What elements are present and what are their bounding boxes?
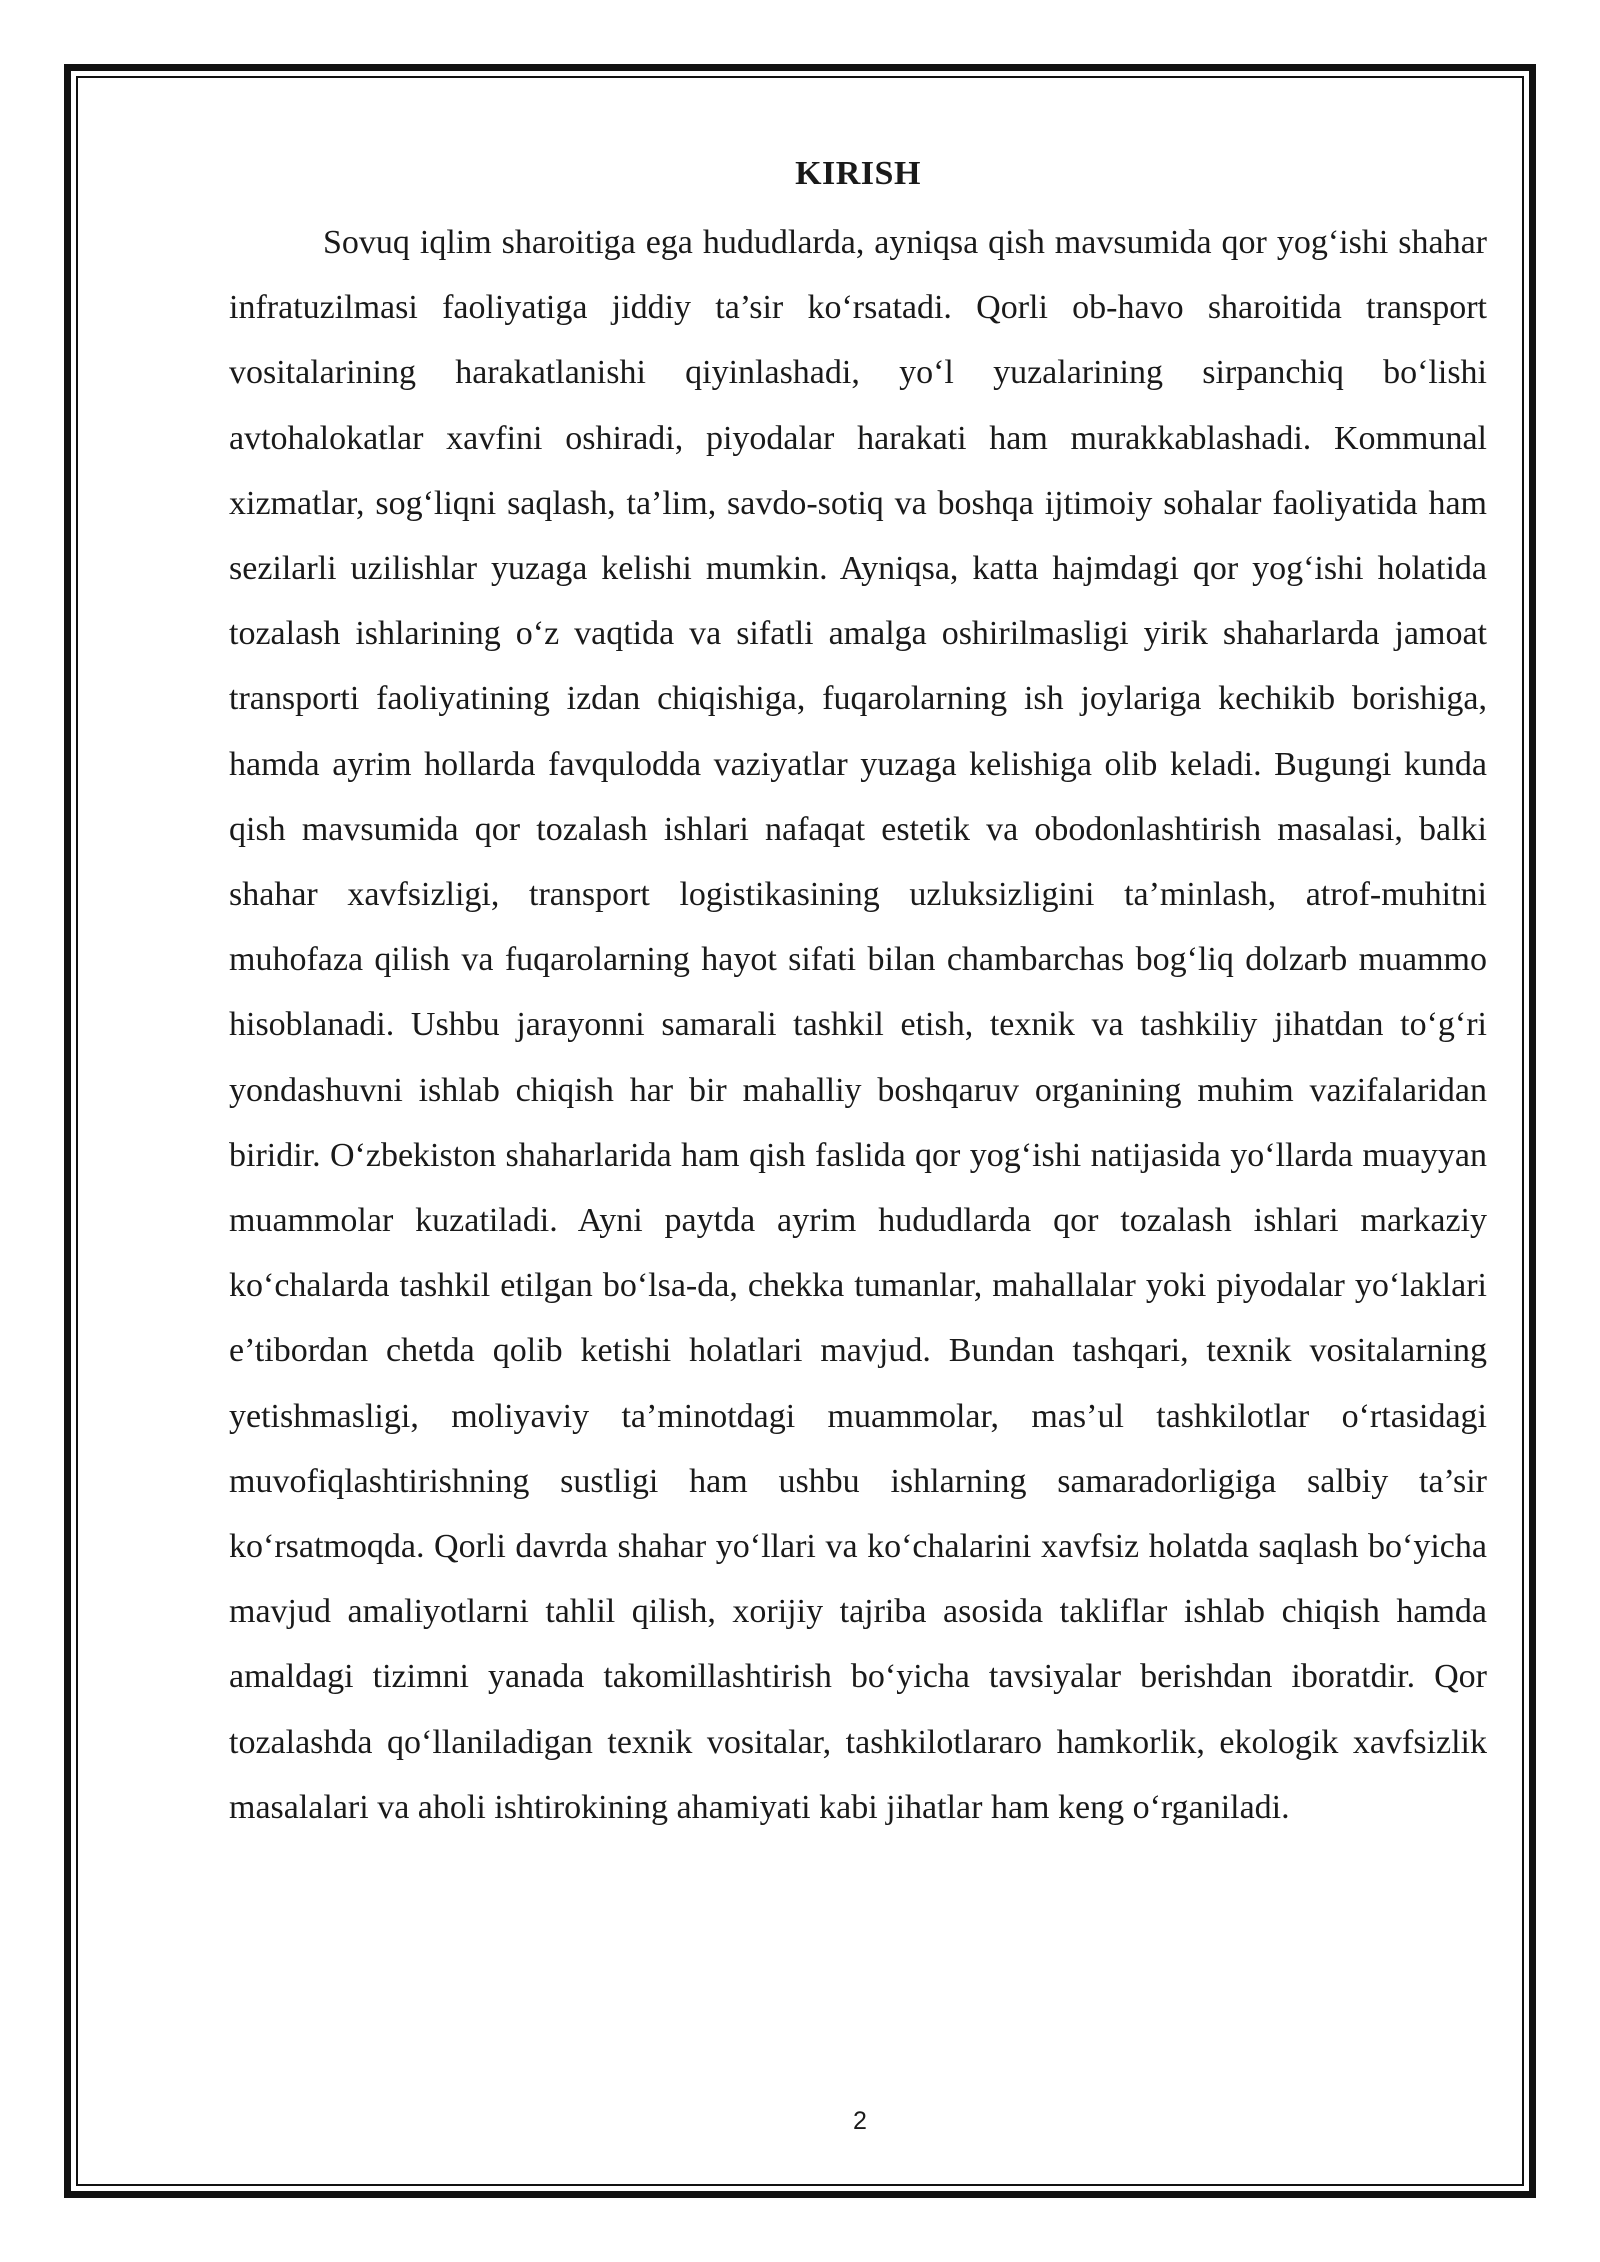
page-content: [229, 152, 1487, 1840]
page-number: 2: [853, 2107, 867, 2135]
section-heading: KIRISH: [795, 155, 921, 192]
intro-paragraph: Sovuq iqlim sharoitiga ega hududlarda, ayniqsa qish mavsumida qor yog‘ishi shahar infratuzilmasi faoliyatiga jiddiy ta’sir ko‘rsatadi. Qorli ob-havo sharoitida transport vositalarining harakatlanishi qiyinlashadi, yo‘l yuzalarining sirpanchiq bo‘lishi avtohalokatlar xavfini oshiradi, piyodalar harakati ham murakkablashadi. Kommunal xizmatlar, sog‘liqni saqlash, ta’lim, savdo-sotiq va boshqa ijtimoiy sohalar faoliyatida ham sezilarli uzilishlar yuzaga kelishi mumkin. Ayniqsa, katta hajmdagi qor yog‘ishi holatida tozalash ishlarining o‘z vaqtida va sifatli amalga oshirilmasligi yirik shaharlarda jamoat transporti faoliyatining izdan chiqishiga, fuqarolarning ish joylariga kechikib borishiga, hamda ayrim hollarda favqulodda vaziyatlar yuzaga kelishiga olib keladi. Bugungi kunda qish mavsumida qor tozalash ishlari nafaqat estetik va obodonlashtirish masalasi, balki shahar xavfsizligi, transport logistikasining uzluksizligini ta’minlash, atrof-muhitni muhofaza qilish va fuqarolarning hayot sifati bilan chambarchas bog‘liq dolzarb muammo hisoblanadi. Ushbu jarayonni samarali tashkil etish, texnik va tashkiliy jihatdan to‘g‘ri yondashuvni ishlab chiqish har bir mahalliy boshqaruv organining muhim vazifalaridan biridir. O‘zbekiston shaharlarida ham qish faslida qor yog‘ishi natijasida yo‘llarda muayyan muammolar kuzatiladi. Ayni paytda ayrim hududlarda qor tozalash ishlari markaziy ko‘chalarda tashkil etilgan bo‘lsa-da, chekka tumanlar, mahallalar yoki piyodalar yo‘laklari e’tibordan chetda qolib ketishi holatlari mavjud. Bundan tashqari, texnik vositalarning yetishmasligi, moliyaviy ta’minotdagi muammolar, mas’ul tashkilotlar o‘rtasidagi muvofiqlashtirishning sustligi ham ushbu ishlarning samaradorligiga salbiy ta’sir ko‘rsatmoqda. Qorli davrda shahar yo‘llari va ko‘chalarini xavfsiz holatda saqlash bo‘yicha mavjud amaliyotlarni tahlil qilish, xorijiy tajriba asosida takliflar ishlab chiqish hamda amaldagi tizimni yanada takomillashtirish bo‘yicha tavsiyalar berishdan iboratdir. Qor tozalashda qo‘llaniladigan texnik vositalar, tashkilotlararo hamkorlik, ekologik xavfsizlik masalalari va aholi ishtirokining ahamiyati kabi jihatlar ham keng o‘rganiladi.: [229, 224, 1487, 1826]
